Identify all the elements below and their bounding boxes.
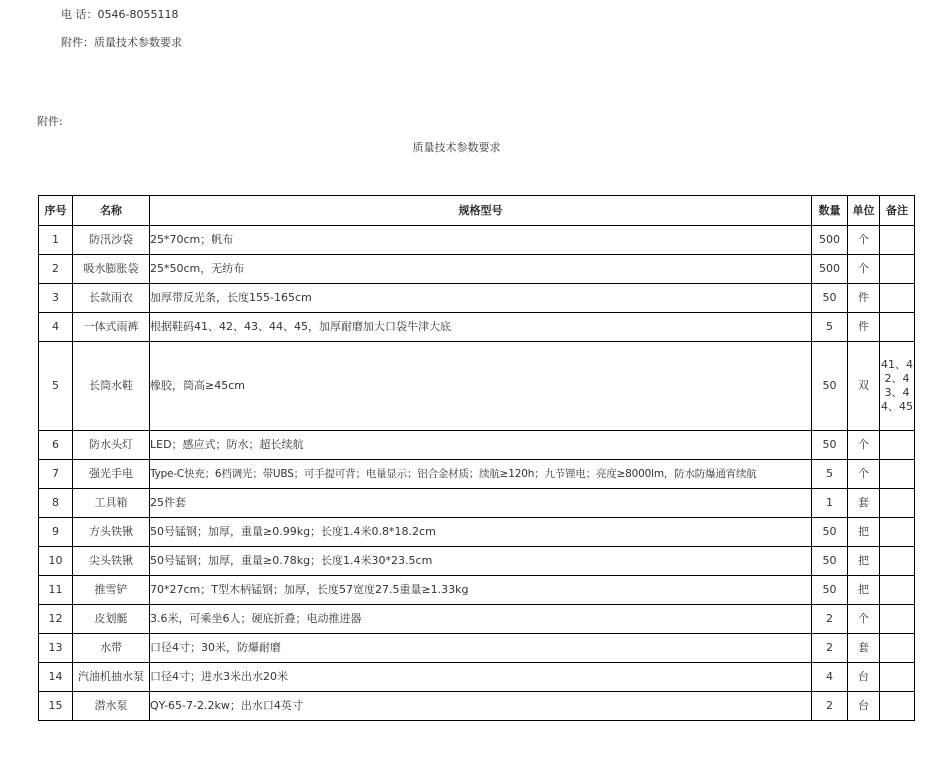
cell-remark [880,431,915,460]
cell-seq: 15 [39,692,73,721]
cell-unit: 个 [848,460,880,489]
cell-unit: 件 [848,313,880,342]
cell-name: 尖头铁锹 [73,547,150,576]
cell-unit: 套 [848,634,880,663]
attachment-reference-line: 附件：质量技术参数要求 [61,36,182,49]
cell-name: 工具箱 [73,489,150,518]
header-unit: 单位 [848,196,880,226]
cell-name: 强光手电 [73,460,150,489]
header-remark: 备注 [880,196,915,226]
cell-seq: 6 [39,431,73,460]
cell-qty: 50 [812,431,848,460]
cell-seq: 11 [39,576,73,605]
cell-remark [880,489,915,518]
cell-qty: 1 [812,489,848,518]
cell-qty: 500 [812,226,848,255]
header-name: 名称 [73,196,150,226]
table-row [39,518,915,547]
cell-name: 长款雨衣 [73,284,150,313]
cell-spec: 加厚带反光条，长度155-165cm [150,284,812,313]
cell-remark [880,226,915,255]
cell-remark: 41、42、43、44、45 [880,342,915,431]
cell-remark [880,576,915,605]
table-row [39,342,915,431]
cell-unit: 把 [848,576,880,605]
cell-spec: 25件套 [150,489,812,518]
cell-unit: 个 [848,431,880,460]
cell-spec: Type-C快充；6档调光；带UBS；可手提可背；电量显示；铝合金材质；续航≥120h；九节锂电；亮度≥8000lm，防水防爆通宵续航 [150,460,812,489]
cell-spec: 3.6米，可乘坐6人；硬底折叠；电动推进器 [150,605,812,634]
cell-name: 长筒水鞋 [73,342,150,431]
cell-remark [880,460,915,489]
cell-name: 推雪铲 [73,576,150,605]
table-row [39,605,915,634]
cell-seq: 2 [39,255,73,284]
cell-spec: LED；感应式；防水；超长续航 [150,431,812,460]
table-row [39,547,915,576]
cell-qty: 50 [812,342,848,431]
cell-spec: 橡胶，筒高≥45cm [150,342,812,431]
cell-spec: 70*27cm；T型木柄锰钢；加厚，长度57宽度27.5重量≥1.33kg [150,576,812,605]
table-row [39,692,915,721]
cell-seq: 1 [39,226,73,255]
cell-name: 皮划艇 [73,605,150,634]
cell-name: 防水头灯 [73,431,150,460]
cell-remark [880,547,915,576]
cell-spec: 口径4寸；30米，防爆耐磨 [150,634,812,663]
table-row [39,489,915,518]
cell-unit: 台 [848,692,880,721]
header-seq: 序号 [39,196,73,226]
cell-seq: 7 [39,460,73,489]
table-row [39,663,915,692]
cell-unit: 把 [848,518,880,547]
cell-spec: 50号锰钢；加厚，重量≥0.78kg；长度1.4米30*23.5cm [150,547,812,576]
cell-seq: 13 [39,634,73,663]
table-row [39,226,915,255]
cell-remark [880,518,915,547]
cell-seq: 3 [39,284,73,313]
cell-remark [880,663,915,692]
cell-name: 水带 [73,634,150,663]
cell-unit: 台 [848,663,880,692]
cell-qty: 2 [812,692,848,721]
cell-spec: QY-65-7-2.2kw；出水口4英寸 [150,692,812,721]
table-row [39,460,915,489]
cell-seq: 4 [39,313,73,342]
cell-qty: 50 [812,518,848,547]
cell-seq: 12 [39,605,73,634]
cell-unit: 个 [848,255,880,284]
table-row [39,255,915,284]
spec-table [38,195,915,721]
cell-qty: 5 [812,460,848,489]
cell-qty: 2 [812,634,848,663]
cell-remark [880,255,915,284]
header-qty: 数量 [812,196,848,226]
cell-spec: 25*70cm；帆布 [150,226,812,255]
cell-qty: 50 [812,576,848,605]
cell-unit: 套 [848,489,880,518]
cell-name: 一体式雨裤 [73,313,150,342]
cell-spec: 50号锰钢；加厚，重量≥0.99kg；长度1.4米0.8*18.2cm [150,518,812,547]
table-row [39,431,915,460]
cell-unit: 双 [848,342,880,431]
cell-qty: 500 [812,255,848,284]
cell-spec: 口径4寸；进水3米出水20米 [150,663,812,692]
table-row [39,634,915,663]
cell-seq: 10 [39,547,73,576]
cell-name: 防汛沙袋 [73,226,150,255]
cell-qty: 2 [812,605,848,634]
cell-qty: 4 [812,663,848,692]
cell-remark [880,313,915,342]
cell-unit: 件 [848,284,880,313]
cell-seq: 9 [39,518,73,547]
cell-seq: 8 [39,489,73,518]
cell-unit: 个 [848,226,880,255]
table-row [39,284,915,313]
table-row [39,313,915,342]
cell-remark [880,605,915,634]
cell-name: 方头铁锹 [73,518,150,547]
cell-remark [880,284,915,313]
table-row [39,576,915,605]
table-header-row [39,196,915,226]
document-title: 质量技术参数要求 [412,141,501,154]
cell-spec: 25*50cm，无纺布 [150,255,812,284]
cell-seq: 5 [39,342,73,431]
cell-name: 吸水膨胀袋 [73,255,150,284]
cell-remark [880,692,915,721]
cell-unit: 个 [848,605,880,634]
cell-qty: 5 [812,313,848,342]
cell-name: 汽油机抽水泵 [73,663,150,692]
cell-qty: 50 [812,284,848,313]
attachment-label: 附件: [37,115,63,128]
cell-name: 潜水泵 [73,692,150,721]
cell-seq: 14 [39,663,73,692]
cell-unit: 把 [848,547,880,576]
header-spec: 规格型号 [150,196,812,226]
cell-spec: 根据鞋码41、42、43、44、45，加厚耐磨加大口袋牛津大底 [150,313,812,342]
cell-qty: 50 [812,547,848,576]
contact-phone-line: 电 话：0546-8055118 [61,8,179,21]
cell-remark [880,634,915,663]
